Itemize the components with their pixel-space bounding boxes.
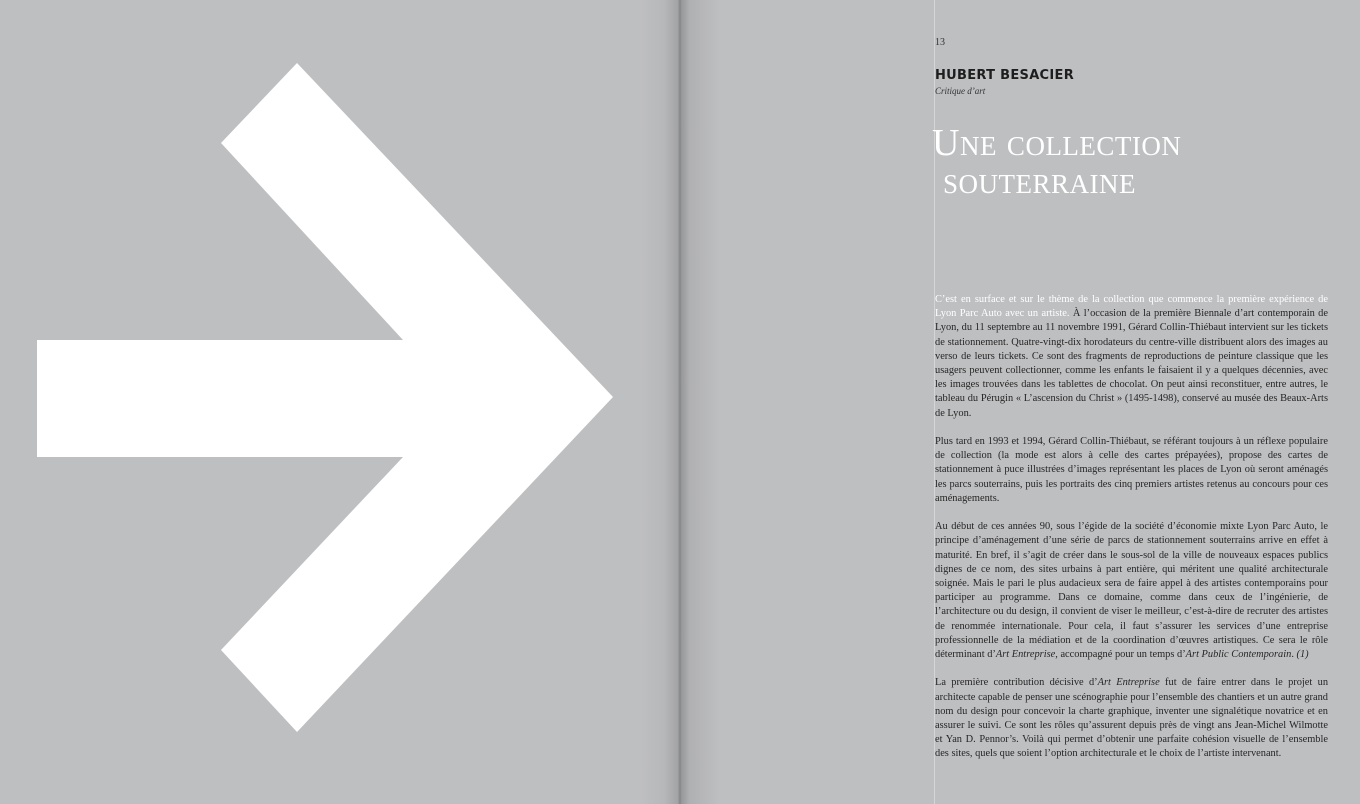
article-body xyxy=(935,293,1328,776)
arrow-shape xyxy=(37,63,613,732)
article-title xyxy=(932,124,1292,200)
italic-art-public-contemporain: Art Public Contemporain xyxy=(1185,649,1292,661)
paragraph-4 xyxy=(935,676,1328,761)
italic-art-entreprise: Art Entreprise xyxy=(995,649,1056,661)
paragraph-1-text: À l’occasion de la première Biennale d’art contemporain de Lyon, du 11 septembre au 11 novembre 1991, Gérard Collin-Thiébaut intervient sur les tickets de stationnement. Quatre-vingt-dix horodateurs du centre-ville distribuent alors des images au verso de leurs tickets. Ce sont des fragments de reproductions de peinture classique que les usagers peuvent collectionner, comme les enfants le faisaient il y a quelques décennies, avec les images trouvées dans les tablettes de chocolat. On peut ainsi reconstituer, entre autres, le tableau du Pérugin « L’ascension du Christ » (1495-1498), conservé au musée des Beaux-Arts de Lyon. xyxy=(935,308,1328,419)
paragraph-2: Plus tard en 1993 et 1994, Gérard Collin-Thiébaut, se référant toujours à un réflexe populaire de collection (la mode est alors à celle des cartes prépayées), propose des cartes de stationnement à puce illustrées d’images représentant les places de Lyon où seront aménagés les parcs souterrains, puis les portraits des cinq premiers artistes retenus au concours pour ces aménagements. xyxy=(935,436,1328,504)
footnote-ref: (1) xyxy=(1296,649,1309,661)
paragraph-3 xyxy=(935,520,1328,662)
paragraph-3-text-b: , accompagné pour un temps d’ xyxy=(1055,649,1186,661)
paragraph-4-text-a: La première contribution décisive d’ xyxy=(935,677,1098,689)
author-name: HUBERT BESACIER xyxy=(935,68,1075,83)
title-line-1: Une collection xyxy=(932,122,1182,164)
paragraph-3-text-c: . xyxy=(1291,649,1297,661)
page-number: 13 xyxy=(935,37,945,48)
paragraph-3-text-a: Au début de ces années 90, sous l’égide de la société d’économie mixte Lyon Parc Auto, le principe d’aménagement d’une série de parcs de stationnement souterrains arrive en effet à maturité. En bref, il s’agit de créer dans le sous-sol de la ville de nouveaux espaces publics dignes de ce nom, des sites urbains à part entière, qui méritent une qualité architecturale soignée. Mais le pari le plus audacieux sera de faire appel à des artistes contemporains pour participer au programme. Dans ce domaine, comme dans ceux de l’ingénierie, de l’architecture ou du design, il convient de viser le meilleur, c’est-à-dire de recruter des artistes de renommée internationale. Pour cela, il faut s’assurer les services d’une entreprise professionnelle de la médiation et de la coordination d’œuvres artistiques. Ce sera le rôle déterminant d’ xyxy=(935,521,1328,661)
title-line-2: souterraine xyxy=(943,160,1136,202)
italic-art-entreprise-2: Art Entreprise xyxy=(1097,677,1160,689)
paragraph-4-text-b: fut de faire entrer dans le projet un architecte capable de penser une scénographie pour l’ensemble des chantiers et un autre grand nom du design pour concevoir la charte graphique, inventer une signalétique novatrice et en assurer le suivi. Ce sont les rôles qu’assurent depuis près de vingt ans Jean-Michel Wilmotte et Yan D. Pennor’s. Voilà qui permet d’obtenir une parfaite cohésion visuelle de l’ensemble des sites, quels que soient l’option architecturale et le choix de l’artiste intervenant. xyxy=(935,677,1329,760)
author-role: Critique d’art xyxy=(935,86,986,96)
lead-sentence: C’est en surface et sur le thème de la collection que commence la première expérience de Lyon Parc Auto avec un artiste. xyxy=(935,294,1328,320)
paragraph-1 xyxy=(935,293,1328,421)
